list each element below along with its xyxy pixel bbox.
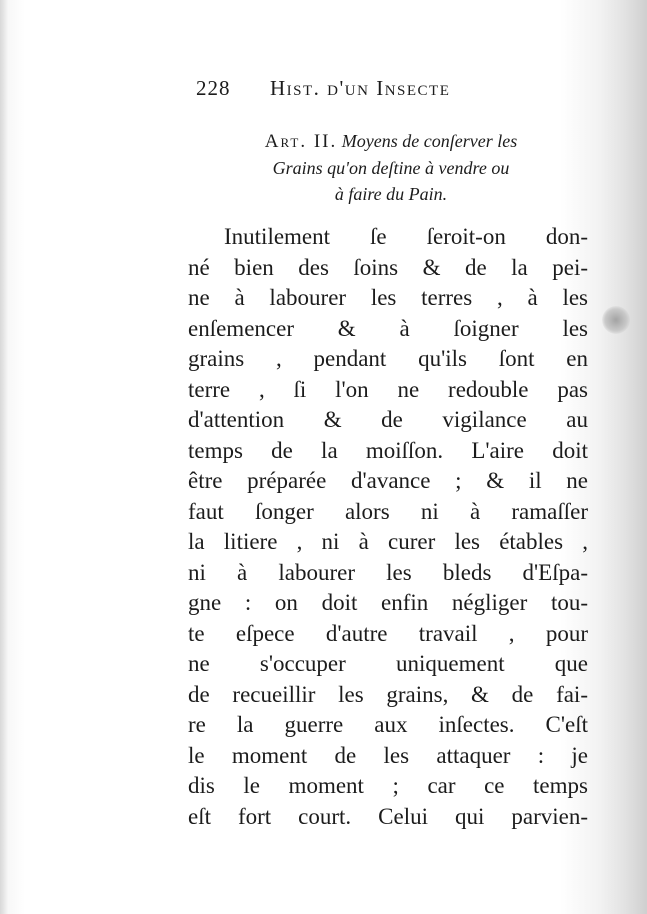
body-line: d'attention & de vigilance au: [188, 407, 588, 432]
body-text: [188, 222, 588, 832]
body-line: ne s'occuper uniquement que: [188, 651, 588, 676]
page-binding-edge: [0, 0, 8, 914]
body-line: temps de la moiſſon. L'aire doit: [188, 437, 588, 463]
body-line: la litiere , ni à curer les étables ,: [188, 529, 588, 554]
page-number: 228: [196, 76, 231, 100]
article-heading-line-1: [196, 128, 586, 155]
running-title: Hist. d'un Insecte: [270, 76, 451, 100]
page-header: [0, 76, 647, 106]
body-line: né bien des ſoins & de la pei-: [188, 254, 588, 280]
body-line: re la guerre aux inſectes. C'eſt: [188, 712, 588, 737]
body-line: grains , pendant qu'ils ſont en: [188, 346, 588, 371]
body-line: terre , ſi l'on ne redouble pas: [188, 376, 588, 402]
body-line: gne : on doit enfin négliger tou-: [188, 590, 588, 615]
article-label: Art. II.: [264, 131, 338, 152]
body-line: ne à labourer les terres , à les: [188, 285, 588, 310]
body-line: eſt fort court. Celui qui parvien-: [188, 803, 588, 829]
body-line: ni à labourer les bleds d'Eſpa-: [188, 559, 588, 585]
paper-stain: [602, 306, 630, 334]
body-line: dis le moment ; car ce temps: [188, 773, 588, 798]
article-title-part-1: Moyens de conſerver les: [341, 131, 518, 151]
article-title-part-3: à faire du Pain.: [334, 184, 448, 204]
body-line: être préparée d'avance ; & il ne: [188, 468, 588, 493]
body-line: Inutilement ſe ſeroit-on don-: [224, 224, 588, 249]
body-line: enſemencer & à ſoigner les: [188, 315, 588, 341]
article-title-part-2: Grains qu'on deſtine à vendre ou: [272, 158, 510, 178]
body-line: le moment de les attaquer : je: [188, 742, 588, 768]
body-line: de recueillir les grains, & de fai-: [188, 681, 588, 707]
body-line: te eſpece d'autre travail , pour: [188, 620, 588, 646]
article-heading: [196, 128, 586, 207]
body-line: faut ſonger alors ni à ramaſſer: [188, 498, 588, 524]
